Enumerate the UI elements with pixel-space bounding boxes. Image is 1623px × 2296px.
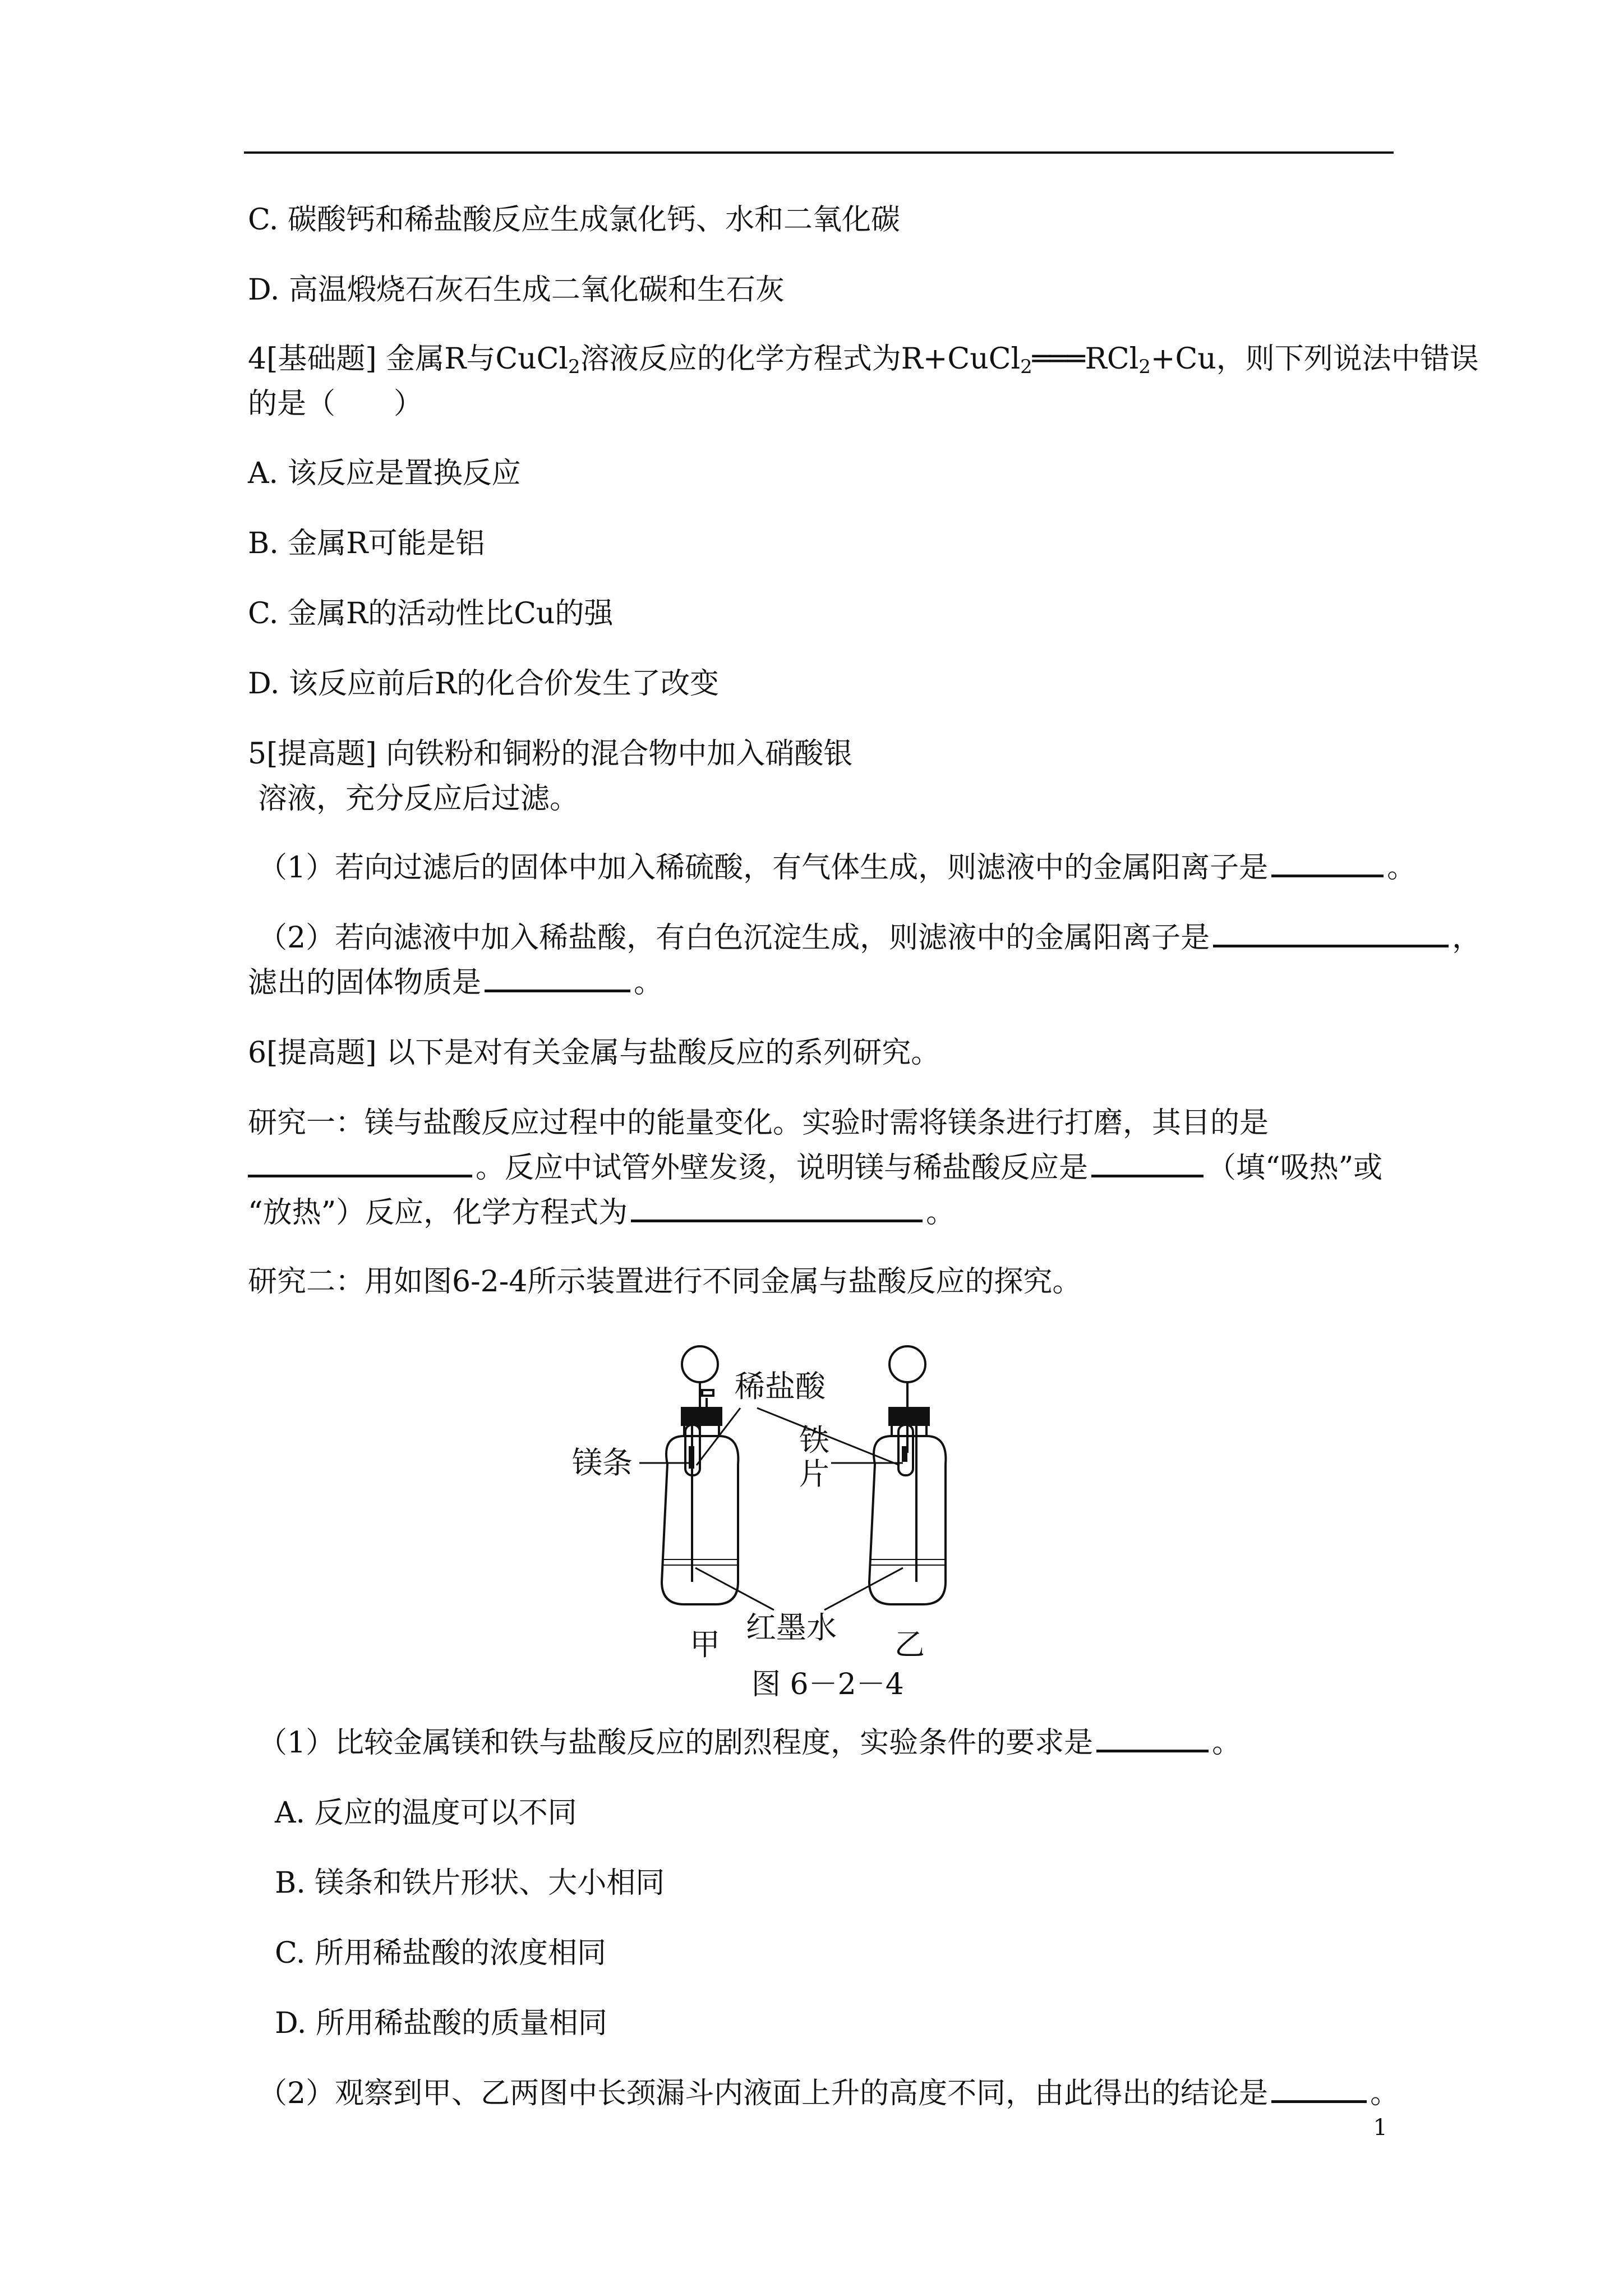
q6-research1-line3: “放热”）反应，化学方程式为 。	[248, 1196, 956, 1230]
label-red-ink: 红墨水	[746, 1610, 837, 1645]
left-water-surface	[663, 1559, 737, 1565]
q3-option-c: C. 碳酸钙和稀盐酸反应生成氯化钙、水和二氧化碳	[248, 203, 900, 237]
q6-heat-type-blank[interactable]	[1091, 1150, 1204, 1177]
q6-sub1-blank[interactable]	[1096, 1725, 1209, 1752]
q5-part1-blank[interactable]	[1271, 850, 1384, 877]
q6-research1-line1: 研究一：镁与盐酸反应过程中的能量变化。实验时需将镁条进行打磨，其目的是	[248, 1106, 1269, 1140]
q5-stem: 5[提高题] 向铁粉和铜粉的混合物中加入硝酸银	[248, 737, 853, 771]
q6-sub1-option-a: A. 反应的温度可以不同	[275, 1796, 577, 1830]
q5-part2-blank-ions[interactable]	[1213, 920, 1449, 947]
q6-sub2-blank[interactable]	[1271, 2076, 1367, 2103]
label-iron-2: 片	[799, 1456, 829, 1492]
apparatus-left	[662, 1346, 738, 1604]
right-water-surface	[870, 1559, 944, 1565]
q5-part2: （2）若向滤液中加入稀盐酸，有白色沉淀生成，则滤液中的金属阳离子是 ，	[258, 921, 1482, 955]
right-funnel-bulb	[889, 1346, 925, 1382]
leader-lines	[639, 1408, 903, 1610]
q6-sub1-option-c: C. 所用稀盐酸的浓度相同	[275, 1936, 606, 1970]
q4-stem-line2: 的是（ ）	[248, 387, 423, 421]
header-rule	[244, 151, 1394, 154]
q6-sub1: （1）比较金属镁和铁与盐酸反应的剧烈程度，实验条件的要求是 。	[258, 1726, 1242, 1760]
q4-option-a: A. 该反应是置换反应	[248, 457, 521, 490]
left-stopper	[682, 1408, 721, 1425]
magnesium-ribbon	[690, 1447, 693, 1467]
page-number: 1	[1373, 2115, 1387, 2141]
q6-sub1-option-b: B. 镁条和铁片形状、大小相同	[275, 1866, 665, 1900]
figure-caption: 图 6－2－4	[751, 1668, 904, 1701]
q4-option-c: C. 金属R的活动性比Cu的强	[248, 597, 614, 631]
q4-stem: 4[基础题] 金属R与CuCl$_2$溶液反应的化学方程式为R+CuCl$_2$═══RCl$_2$+Cu，则下列说法中错误	[248, 342, 1479, 378]
label-jia: 甲	[690, 1627, 720, 1662]
iron-sheet	[903, 1447, 906, 1461]
label-magnesium-ribbon: 镁条	[572, 1445, 633, 1480]
q4-option-d: D. 该反应前后R的化合价发生了改变	[248, 667, 720, 701]
label-iron-1: 铁	[799, 1423, 829, 1458]
label-yi: 乙	[895, 1627, 925, 1662]
right-stopper	[889, 1408, 929, 1425]
q6-sub2: （2）观察到甲、乙两图中长颈漏斗内液面上升的高度不同，由此得出的结论是 。	[258, 2077, 1400, 2110]
q5-part2-blank-solid[interactable]	[485, 965, 630, 992]
q6-sub1-option-d: D. 所用稀盐酸的质量相同	[275, 2007, 607, 2040]
q6-equation-blank[interactable]	[631, 1195, 923, 1222]
q3-option-d: D. 高温煅烧石灰石生成二氧化碳和生石灰	[248, 273, 785, 307]
q4-option-b: B. 金属R可能是铝	[248, 527, 485, 560]
left-funnel-bulb	[682, 1346, 718, 1382]
q6-research1-line2: 。反应中试管外壁发烫，说明镁与稀盐酸反应是 （填“吸热”或	[248, 1150, 1382, 1186]
label-dilute-hcl: 稀盐酸	[735, 1369, 826, 1404]
left-funnel-stem-joint	[702, 1390, 713, 1396]
q6-stem: 6[提高题] 以下是对有关金属与盐酸反应的系列研究。	[248, 1036, 940, 1070]
q5-part1: （1）若向过滤后的固体中加入稀硫酸，有气体生成，则滤液中的金属阳离子是 。	[258, 851, 1417, 885]
q6-polish-purpose-blank[interactable]	[248, 1150, 472, 1177]
q6-research2: 研究二：用如图6-2-4所示装置进行不同金属与盐酸反应的探究。	[248, 1265, 1082, 1299]
q5-part2-line2: 滤出的固体物质是 。	[248, 966, 663, 1000]
q5-stem-line2: 溶液，充分反应后过滤。	[258, 782, 579, 816]
apparatus-right	[869, 1346, 946, 1604]
apparatus-figure	[572, 1318, 1077, 1700]
